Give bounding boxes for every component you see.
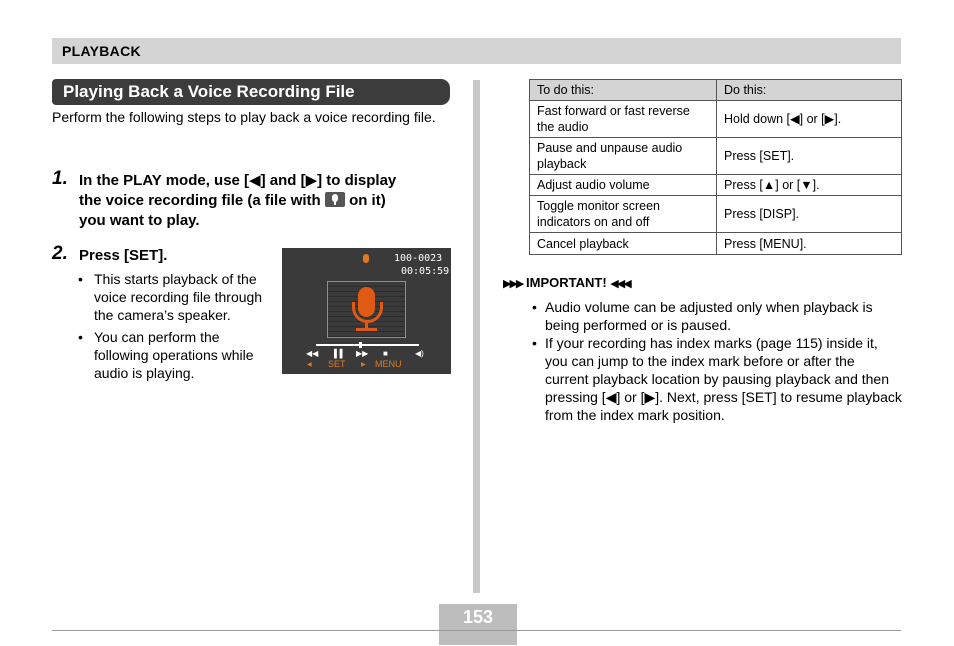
important-heading — [503, 275, 630, 290]
operations-table — [529, 79, 902, 255]
rewind-icon: ◀◀ — [306, 349, 319, 358]
screen-elapsed-time: 00:05:59 — [401, 266, 450, 277]
table-row — [530, 196, 902, 233]
camera-screen-illustration — [282, 248, 451, 374]
step-text — [79, 171, 396, 231]
intro-text: Perform the following steps to play back a voice recording file. — [52, 109, 436, 125]
step-1-line-1: In the PLAY mode, use [◀] and [▶] to display — [79, 172, 397, 189]
important-bullets — [532, 298, 902, 424]
screen-file-number: 100-0023 — [394, 253, 443, 264]
section-header-bar — [52, 38, 901, 64]
step-1-line-2 — [79, 191, 396, 211]
table-cell: Pause and unpause audio playback — [530, 138, 717, 175]
voice-recording-panel — [327, 281, 406, 338]
page-title-bar — [52, 79, 450, 105]
step-1-line-2b: on it) — [349, 192, 386, 209]
important-label: IMPORTANT! — [526, 275, 607, 290]
step-1-line-2a: the voice recording file (a file with — [79, 192, 321, 209]
table-header-row — [530, 80, 902, 101]
table-cell: Fast forward or fast reverse the audio — [530, 101, 717, 138]
screen-set-label: SET — [328, 359, 346, 369]
screen-menu-label: MENU — [375, 359, 402, 369]
important-left-icon: ▶▶▶ — [503, 278, 523, 290]
table-header-cell: To do this: — [530, 80, 717, 101]
table-header-cell: Do this: — [717, 80, 902, 101]
playback-progress-knob — [359, 342, 362, 348]
step-1 — [52, 168, 462, 233]
list-item: • If your recording has index marks (page 115) inside it, you can jump to the index mark before or after the current playback location by pausing playback and then pressing [◀] or [▶]. Next, press [SET] to resume playback from the index mark position. — [532, 335, 902, 423]
page-number-tab — [439, 631, 517, 645]
list-item-text: This starts playback of the voice recording file through the camera’s speaker. — [94, 271, 263, 323]
table-row — [530, 175, 902, 196]
pause-icon: ▌▌ — [334, 349, 346, 358]
section-header-label: PLAYBACK — [62, 43, 141, 59]
table-cell: Cancel playback — [530, 233, 717, 255]
table-row — [530, 101, 902, 138]
fast-forward-icon: ▶▶ — [356, 349, 369, 358]
right-arrow-icon: ▶ — [361, 362, 366, 368]
list-item: • You can perform the following operations while audio is playing. — [78, 329, 254, 381]
volume-icon: ◀) — [415, 349, 424, 358]
step-number: 2. — [52, 243, 68, 264]
voice-indicator-icon — [363, 254, 369, 263]
list-item-text: You can perform the following operations while audio is playing. — [94, 329, 254, 381]
step-1-line-3: you want to play. — [79, 212, 200, 229]
table-cell: Toggle monitor screen indicators on and off — [530, 196, 717, 233]
left-arrow-icon: ◀ — [307, 362, 312, 368]
step-2-bullets — [78, 270, 268, 386]
step-text: Press [SET]. — [79, 247, 168, 264]
table-cell: Adjust audio volume — [530, 175, 717, 196]
table-cell: Press [▲] or [▼]. — [717, 175, 902, 196]
voice-file-icon — [325, 192, 345, 207]
stop-icon: ■ — [383, 349, 388, 358]
column-divider — [473, 80, 480, 593]
list-item-text: Audio volume can be adjusted only when playback is being performed or is paused. — [545, 299, 873, 333]
table-cell: Hold down [◀] or [▶]. — [717, 101, 902, 138]
table-row — [530, 138, 902, 175]
step-2 — [52, 243, 252, 268]
table-cell: Press [MENU]. — [717, 233, 902, 255]
page-number: 153 — [439, 604, 517, 630]
playback-progress-bar — [316, 344, 419, 346]
list-item: • This starts playback of the voice recording file through the camera’s speaker. — [78, 271, 263, 323]
step-number: 1. — [52, 168, 68, 189]
table-cell: Press [SET]. — [717, 138, 902, 175]
page-title: Playing Back a Voice Recording File — [63, 82, 355, 101]
list-item-text: If your recording has index marks (page 115) inside it, you can jump to the index mark before or after the current playback location by pausing playback and then pressing [◀] or [▶]. Next, press [SET] to resume playback from the index mark position. — [545, 335, 902, 423]
list-item: • Audio volume can be adjusted only when playback is being performed or is paused. — [532, 299, 873, 333]
table-cell: Press [DISP]. — [717, 196, 902, 233]
important-right-icon: ◀◀◀ — [610, 278, 630, 290]
table-row — [530, 233, 902, 255]
